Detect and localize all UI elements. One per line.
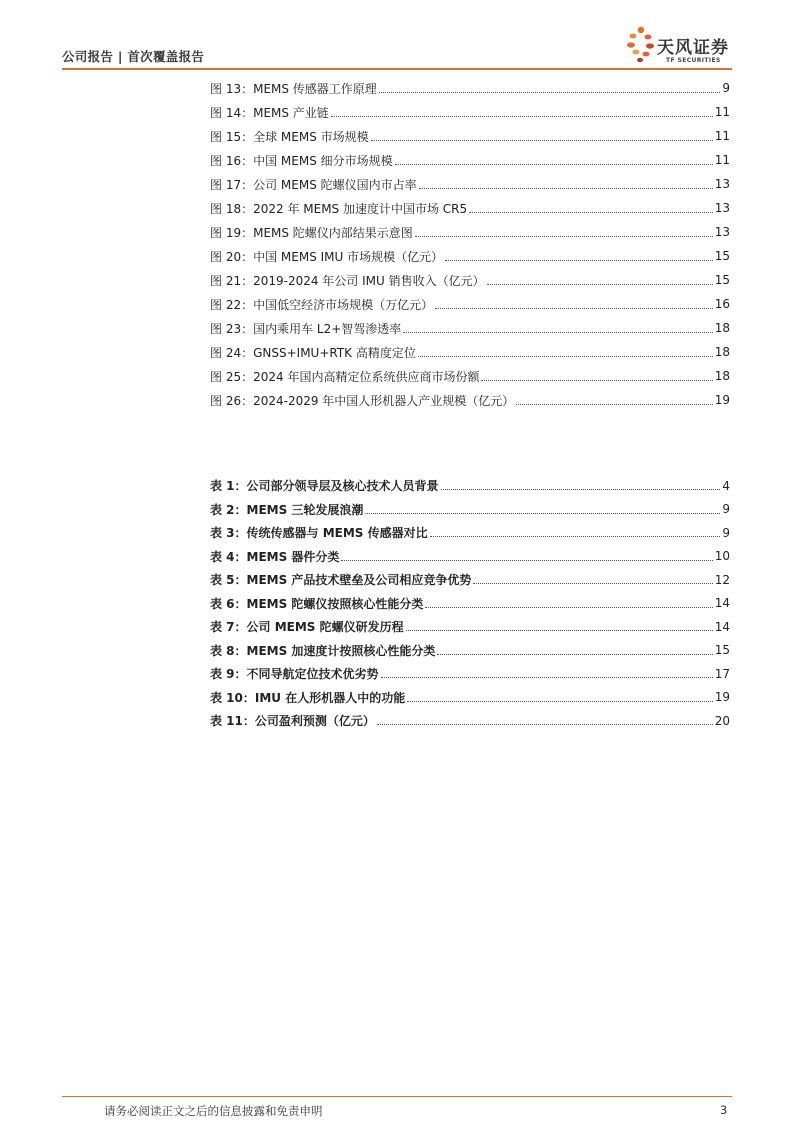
figure-entry-page: 11 [714, 105, 730, 119]
table-entry-page: 9 [722, 525, 730, 540]
table-entry[interactable] [210, 615, 730, 639]
table-entry-page: 14 [714, 596, 730, 611]
dot-leader [487, 284, 713, 285]
table-entry-label: 表 4：MEMS 器件分类 [210, 549, 340, 564]
dot-leader [403, 332, 712, 333]
figure-entry[interactable] [210, 244, 730, 268]
figure-entry[interactable] [210, 148, 730, 172]
dot-leader [406, 630, 713, 631]
table-entry[interactable] [210, 639, 730, 663]
report-type-label: 公司报告 | 首次覆盖报告 [62, 49, 205, 64]
logo-chinese-text: 天风证券 [657, 38, 729, 58]
dot-leader [407, 701, 713, 702]
figure-entry[interactable] [210, 292, 730, 316]
table-index [210, 474, 730, 733]
dot-leader [395, 164, 713, 165]
table-entry[interactable] [210, 686, 730, 710]
table-entry-label: 表 10：IMU 在人形机器人中的功能 [210, 690, 406, 705]
footer-disclaimer: 请务必阅读正文之后的信息披露和免责申明 [104, 1104, 323, 1118]
figure-entry-label: 图 21：2019-2024 年公司 IMU 销售收入（亿元） [210, 273, 485, 288]
figure-entry[interactable] [210, 196, 730, 220]
table-entry-page: 4 [722, 478, 730, 493]
figure-entry-page: 18 [714, 321, 730, 335]
table-entry-page: 20 [714, 713, 730, 728]
table-entry-page: 17 [714, 666, 730, 681]
dot-leader [341, 560, 712, 561]
logo-mark-icon [624, 25, 658, 69]
dot-leader [481, 380, 712, 381]
table-entry-page: 14 [714, 619, 730, 634]
table-entry-label: 表 1：公司部分领导层及核心技术人员背景 [210, 479, 439, 494]
figure-entry-page: 13 [714, 225, 730, 239]
figure-entry-label: 图 18：2022 年 MEMS 加速度计中国市场 CR5 [210, 201, 468, 216]
figure-entry-label: 图 17：公司 MEMS 陀螺仪国内市占率 [210, 177, 417, 192]
table-entry-page: 15 [714, 643, 730, 658]
dot-leader [425, 607, 712, 608]
table-entry-page: 19 [714, 690, 730, 705]
figure-entry-label: 图 26：2024-2029 年中国人形机器人产业规模（亿元） [210, 393, 515, 408]
figure-entry[interactable] [210, 388, 730, 412]
figure-entry[interactable] [210, 268, 730, 292]
dot-leader [379, 92, 721, 93]
figure-entry-label: 图 15：全球 MEMS 市场规模 [210, 129, 369, 144]
table-entry[interactable] [210, 592, 730, 616]
figure-entry-page: 13 [714, 177, 730, 191]
dot-leader [419, 188, 713, 189]
figure-entry-label: 图 24：GNSS+IMU+RTK 高精度定位 [210, 345, 416, 360]
figure-entry[interactable] [210, 340, 730, 364]
dot-leader [377, 724, 713, 725]
figure-entry-label: 图 25：2024 年国内高精定位系统供应商市场份额 [210, 369, 480, 384]
figure-entry-page: 16 [714, 297, 730, 311]
figure-entry-page: 15 [714, 249, 730, 263]
figure-entry-page: 11 [714, 153, 730, 167]
figure-entry-page: 18 [714, 369, 730, 383]
dot-leader [473, 583, 712, 584]
figure-entry[interactable] [210, 172, 730, 196]
table-entry-label: 表 9：不同导航定位技术优劣势 [210, 667, 379, 682]
dot-leader [435, 308, 713, 309]
figure-entry-page: 9 [722, 81, 730, 95]
table-entry-page: 9 [722, 502, 730, 517]
figure-entry[interactable] [210, 76, 730, 100]
dot-leader [437, 654, 712, 655]
figure-entry[interactable] [210, 316, 730, 340]
dot-leader [445, 260, 713, 261]
figure-entry-label: 图 13：MEMS 传感器工作原理 [210, 81, 377, 96]
header-divider [62, 68, 732, 70]
figure-entry-page: 13 [714, 201, 730, 215]
table-entry-label: 表 6：MEMS 陀螺仪按照核心性能分类 [210, 596, 424, 611]
figure-entry-label: 图 20：中国 MEMS IMU 市场规模（亿元） [210, 249, 444, 264]
dot-leader [430, 536, 721, 537]
figure-entry-page: 18 [714, 345, 730, 359]
figure-entry-page: 11 [714, 129, 730, 143]
table-entry-label: 表 8：MEMS 加速度计按照核心性能分类 [210, 643, 436, 658]
footer-divider [62, 1096, 732, 1097]
table-entry[interactable] [210, 521, 730, 545]
page-number: 3 [720, 1103, 728, 1117]
dot-leader [469, 212, 713, 213]
figure-entry[interactable] [210, 100, 730, 124]
table-entry-label: 表 11：公司盈利预测（亿元） [210, 714, 375, 729]
dot-leader [441, 489, 721, 490]
table-entry[interactable] [210, 568, 730, 592]
table-entry-label: 表 2：MEMS 三轮发展浪潮 [210, 502, 364, 517]
figure-entry-label: 图 19：MEMS 陀螺仪内部结果示意图 [210, 225, 413, 240]
dot-leader [516, 404, 712, 405]
figure-index [210, 76, 730, 412]
table-entry[interactable] [210, 498, 730, 522]
table-entry[interactable] [210, 474, 730, 498]
dot-leader [365, 513, 720, 514]
figure-entry-label: 图 23：国内乘用车 L2+智驾渗透率 [210, 321, 402, 336]
dot-leader [331, 116, 713, 117]
figure-entry-label: 图 22：中国低空经济市场规模（万亿元） [210, 297, 434, 312]
figure-entry[interactable] [210, 364, 730, 388]
table-entry[interactable] [210, 709, 730, 733]
dot-leader [415, 236, 713, 237]
dot-leader [381, 677, 713, 678]
figure-entry-page: 19 [714, 393, 730, 407]
figure-entry-page: 15 [714, 273, 730, 287]
table-entry-label: 表 7：公司 MEMS 陀螺仪研发历程 [210, 620, 404, 635]
table-entry-page: 12 [714, 572, 730, 587]
table-entry-label: 表 3：传统传感器与 MEMS 传感器对比 [210, 526, 428, 541]
dot-leader [418, 356, 713, 357]
figure-entry-label: 图 14：MEMS 产业链 [210, 105, 329, 120]
figure-entry[interactable] [210, 124, 730, 148]
table-entry[interactable] [210, 662, 730, 686]
table-entry-label: 表 5：MEMS 产品技术壁垒及公司相应竞争优势 [210, 573, 472, 588]
logo-english-text: TF SECURITIES [666, 57, 721, 64]
company-logo [624, 25, 736, 69]
dot-leader [371, 140, 713, 141]
table-entry-page: 10 [714, 549, 730, 564]
figure-entry[interactable] [210, 220, 730, 244]
figure-entry-label: 图 16：中国 MEMS 细分市场规模 [210, 153, 393, 168]
table-entry[interactable] [210, 545, 730, 569]
